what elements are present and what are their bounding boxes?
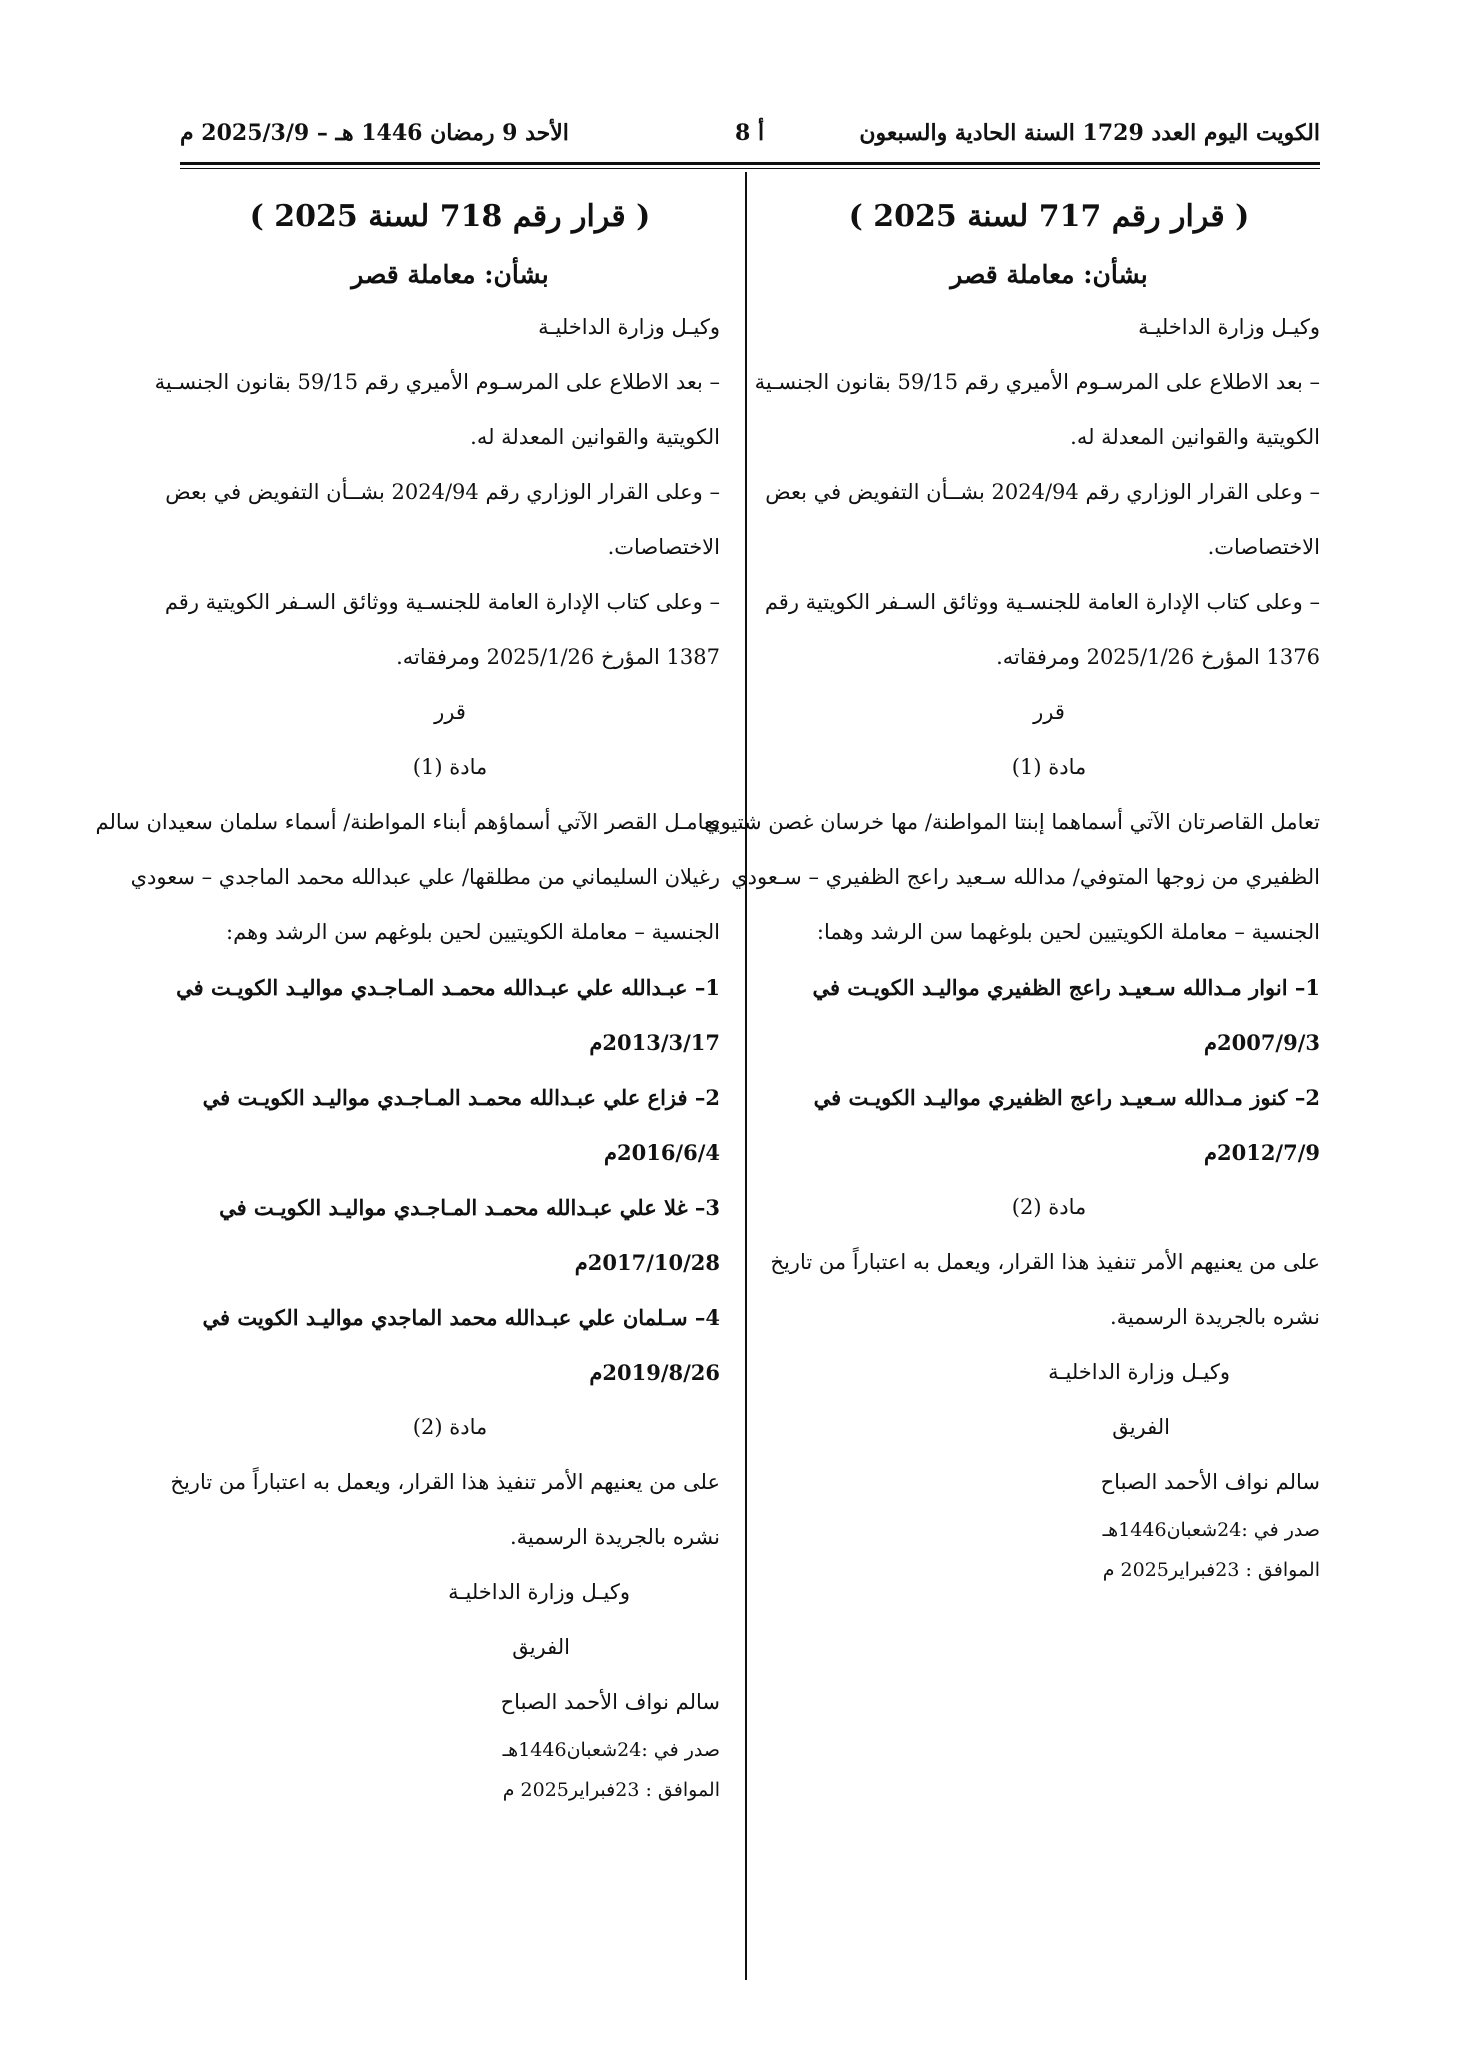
article-2-heading: مادة (2): [1011, 1195, 1087, 1219]
minor-birthdate: 2013/3/17م: [589, 1030, 720, 1055]
article-1-heading: مادة (1): [1011, 755, 1087, 779]
minor-entry: 1– انوار مـدالله سـعيـد راعج الظفيري مواليـد الكويـت في: [812, 975, 1320, 1000]
article-2-line: نشره بالجريدة الرسمية.: [510, 1525, 720, 1549]
signatory-name: سالم نواف الأحمد الصباح: [1100, 1470, 1320, 1494]
article-1-heading: مادة (1): [412, 755, 488, 779]
article-1-line: رغيلان السليماني من مطلقها/ علي عبدالله محمد الماجدي – سعودي: [130, 865, 720, 889]
preamble-line: 1387 المؤرخ 2025/1/26 ومرفقاته.: [396, 645, 720, 669]
minor-birthdate: 2017/10/28م: [574, 1250, 720, 1275]
issuing-authority: وكيـل وزارة الداخليـة: [538, 315, 720, 339]
preamble-line: – وعلى كتاب الإدارة العامة للجنسـية ووثائق السـفر الكويتية رقم: [764, 590, 1320, 614]
decree-718-column: [95, 178, 720, 1810]
preamble-line: الاختصاصات.: [607, 535, 720, 559]
header-issue-info: الكويت اليوم العدد 1729 السنة الحادية والسبعون: [859, 120, 1320, 146]
minor-birthdate: 2012/7/9م: [1203, 1140, 1320, 1165]
decree-title: ( قرار رقم 718 لسنة 2025 ): [249, 199, 651, 234]
minor-entry: 1– عبـدالله علي عبـدالله محمـد المـاجـدي مواليـد الكويـت في: [176, 975, 720, 1000]
decree-subject: بشأن: معاملة قصر: [351, 260, 549, 289]
preamble-line: الكويتية والقوانين المعدلة له.: [470, 425, 720, 449]
preamble-line: الكويتية والقوانين المعدلة له.: [1070, 425, 1320, 449]
minor-entry: 4– سـلمان علي عبـدالله محمد الماجدي مواليـد الكويت في: [202, 1305, 720, 1330]
signatory-rank: الفريق: [512, 1635, 570, 1659]
minor-entry: 2– فزاع علي عبـدالله محمـد المـاجـدي مواليـد الكويـت في: [202, 1085, 720, 1110]
article-1-line: يعامـل القصر الآتي أسماؤهم أبناء المواطنة/ أسماء سلمان سعيدان سالم: [95, 810, 720, 834]
preamble-line: الاختصاصات.: [1207, 535, 1320, 559]
article-1-line: الجنسية – معاملة الكويتيين لحين بلوغهم سن الرشد وهم:: [226, 920, 720, 944]
issued-date: صدر في :24شعبان1446هـ: [502, 1739, 720, 1761]
decree-717-column: [704, 178, 1320, 1590]
page-header: [180, 120, 1320, 160]
header-rule-thick: [180, 162, 1320, 165]
article-2-line: على من يعنيهم الأمر تنفيذ هذا القرار، ويعمل به اعتباراً من تاريخ: [170, 1470, 720, 1494]
signatory-title: وكيـل وزارة الداخليـة: [1048, 1360, 1230, 1384]
decided-heading: قرر: [1033, 700, 1065, 724]
preamble-line: 1376 المؤرخ 2025/1/26 ومرفقاته.: [996, 645, 1320, 669]
article-1-line: تعامل القاصرتان الآتي أسماهما إبنتا المواطنة/ مها خرسان غصن شتيوي: [704, 810, 1320, 834]
preamble-line: – وعلى القرار الوزاري رقم 2024/94 بشــأن التفويض في بعض: [165, 480, 720, 504]
minor-birthdate: 2016/6/4م: [603, 1140, 720, 1165]
preamble-line: – وعلى كتاب الإدارة العامة للجنسـية ووثائق السـفر الكويتية رقم: [164, 590, 720, 614]
preamble-line: – بعد الاطلاع على المرسـوم الأميري رقم 59/15 بقانون الجنسـية: [154, 370, 720, 394]
corresponding-date: الموافق : 23فبراير2025 م: [502, 1779, 720, 1801]
decree-title: ( قرار رقم 717 لسنة 2025 ): [848, 199, 1250, 234]
signatory-name: سالم نواف الأحمد الصباح: [500, 1690, 720, 1714]
header-date: الأحد 9 رمضان 1446 هـ – 2025/3/9 م: [180, 120, 569, 146]
minor-entry: 3– غلا علي عبـدالله محمـد المـاجـدي مواليـد الكويـت في: [219, 1195, 720, 1220]
issued-date: صدر في :24شعبان1446هـ: [1102, 1519, 1320, 1541]
issuing-authority: وكيـل وزارة الداخليـة: [1138, 315, 1320, 339]
minor-entry: 2– كنوز مـدالله سـعيـد راعج الظفيري مواليـد الكويـت في: [813, 1085, 1320, 1110]
article-2-line: على من يعنيهم الأمر تنفيذ هذا القرار، ويعمل به اعتباراً من تاريخ: [770, 1250, 1320, 1274]
article-1-line: الظفيري من زوجها المتوفي/ مدالله سـعيد راعج الظفيري – سـعودي: [731, 865, 1320, 889]
preamble-line: – بعد الاطلاع على المرسـوم الأميري رقم 59/15 بقانون الجنسـية: [754, 370, 1320, 394]
decree-subject: بشأن: معاملة قصر: [950, 260, 1148, 289]
preamble-line: – وعلى القرار الوزاري رقم 2024/94 بشــأن التفويض في بعض: [765, 480, 1320, 504]
article-2-line: نشره بالجريدة الرسمية.: [1110, 1305, 1320, 1329]
article-2-heading: مادة (2): [412, 1415, 488, 1439]
decided-heading: قرر: [434, 700, 466, 724]
header-rule-thin: [180, 168, 1320, 169]
corresponding-date: الموافق : 23فبراير2025 م: [1102, 1559, 1320, 1581]
column-divider: [745, 172, 747, 1980]
signatory-rank: الفريق: [1112, 1415, 1170, 1439]
signatory-title: وكيـل وزارة الداخليـة: [448, 1580, 630, 1604]
article-1-line: الجنسية – معاملة الكويتيين لحين بلوغهما سن الرشد وهما:: [816, 920, 1320, 944]
minor-birthdate: 2019/8/26م: [589, 1360, 720, 1385]
header-page-number: أ 8: [735, 120, 765, 146]
minor-birthdate: 2007/9/3م: [1203, 1030, 1320, 1055]
